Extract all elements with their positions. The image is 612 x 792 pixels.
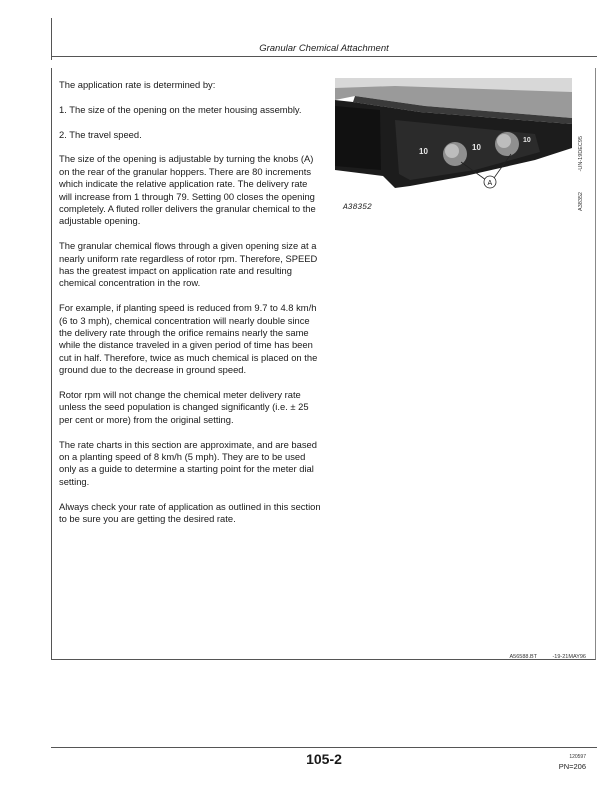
- paragraph: 1. The size of the opening on the meter housing assembly.: [59, 103, 302, 115]
- footer-codes: [496, 654, 586, 660]
- dial-label-right: 10: [523, 137, 531, 144]
- revision-code: -19-21MAY96: [552, 654, 586, 660]
- footer-rule: [51, 747, 597, 748]
- paragraph: For example, if planting speed is reduced from 9.7 to 4.8 km/h (6 to 3 mph), chemical concentration will nearly double since the delivery rate through the orifice remains nearly the same while the distance traveled in a given period of time has been cut in half. Therefore, twice as much chemical is placed on the ground due to the decrease in ground speed.: [59, 302, 318, 376]
- doc-code: A56588.BT: [509, 654, 537, 660]
- paragraph: The granular chemical flows through a given opening size at a nearly uniform rate regardless of rotor rpm. Therefore, SPEED has the greatest impact on application rate and resulting chemical concentration in the row.: [59, 240, 318, 289]
- page-header-title: Granular Chemical Attachment: [259, 43, 389, 54]
- side-code-date: -UN-19DEC95: [578, 136, 584, 172]
- date-code: 120597: [569, 754, 586, 760]
- paragraph: 2. The travel speed.: [59, 128, 142, 140]
- paragraph: The application rate is determined by:: [59, 79, 216, 90]
- photo-code: A38352: [343, 203, 372, 212]
- paragraph: The rate charts in this section are approximate, and are based on a planting speed of 8 km/h (5 mph). They are to be used only as a guide to determine a starting point for the meter dial setting.: [59, 438, 317, 487]
- paragraph: The size of the opening is adjustable by turning the knobs (A) on the rear of the granular hoppers. There are 80 increments which indicate the relative application rate. The delivery rate will increase from 1 through 79. Setting 00 closes the opening completely. A fluted roller delivers the granular chemical to the adjustable opening.: [59, 153, 316, 227]
- body-text: [59, 79, 321, 538]
- header-rule: [51, 56, 597, 57]
- meter-knobs-photo: [335, 78, 572, 214]
- paragraph: Always check your rate of application as outlined in this section to be sure you are getting the desired rate.: [59, 500, 321, 525]
- page-number: 105-2: [306, 751, 342, 767]
- dial-label-left: 10: [419, 147, 428, 156]
- pn-code: PN=206: [558, 762, 586, 771]
- paragraph: Rotor rpm will not change the chemical meter delivery rate unless the seed population is changed significantly (i.e. ± 25 per cent or more) from the original setting.: [59, 389, 309, 425]
- side-code-figure: A38352: [578, 192, 584, 211]
- dial-label-mid: 10: [472, 143, 481, 152]
- callout-label: A: [487, 180, 493, 187]
